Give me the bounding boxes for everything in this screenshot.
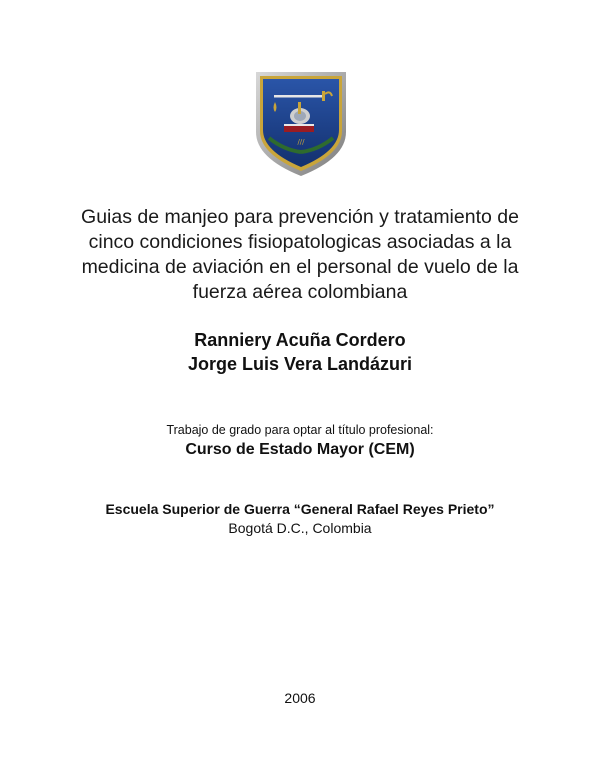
document-title — [0, 205, 600, 305]
title-line: Guias de manjeo para prevención y tratamiento de — [81, 206, 519, 228]
year: 2006 — [284, 690, 316, 706]
degree-name: Curso de Estado Mayor (CEM) — [185, 441, 415, 458]
degree-intro: Trabajo de grado para optar al título profesional: — [166, 423, 434, 437]
title-line: cinco condiciones fisiopatologicas asociadas a la — [88, 231, 512, 253]
author-name: Ranniery Acuña Cordero — [194, 330, 406, 350]
title-line: fuerza aérea colombiana — [192, 281, 408, 303]
author-name: Jorge Luis Vera Landázuri — [187, 354, 413, 374]
institution-name: Escuela Superior de Guerra “General Rafael Reyes Prieto” — [105, 501, 495, 517]
title-line: medicina de aviación en el personal de vuelo de la — [81, 256, 519, 278]
svg-text:///: /// — [297, 138, 305, 146]
city: Bogotá D.C., Colombia — [228, 520, 372, 536]
escuela-superior-de-guerra-crest-icon — [254, 70, 348, 178]
authors — [0, 328, 600, 376]
